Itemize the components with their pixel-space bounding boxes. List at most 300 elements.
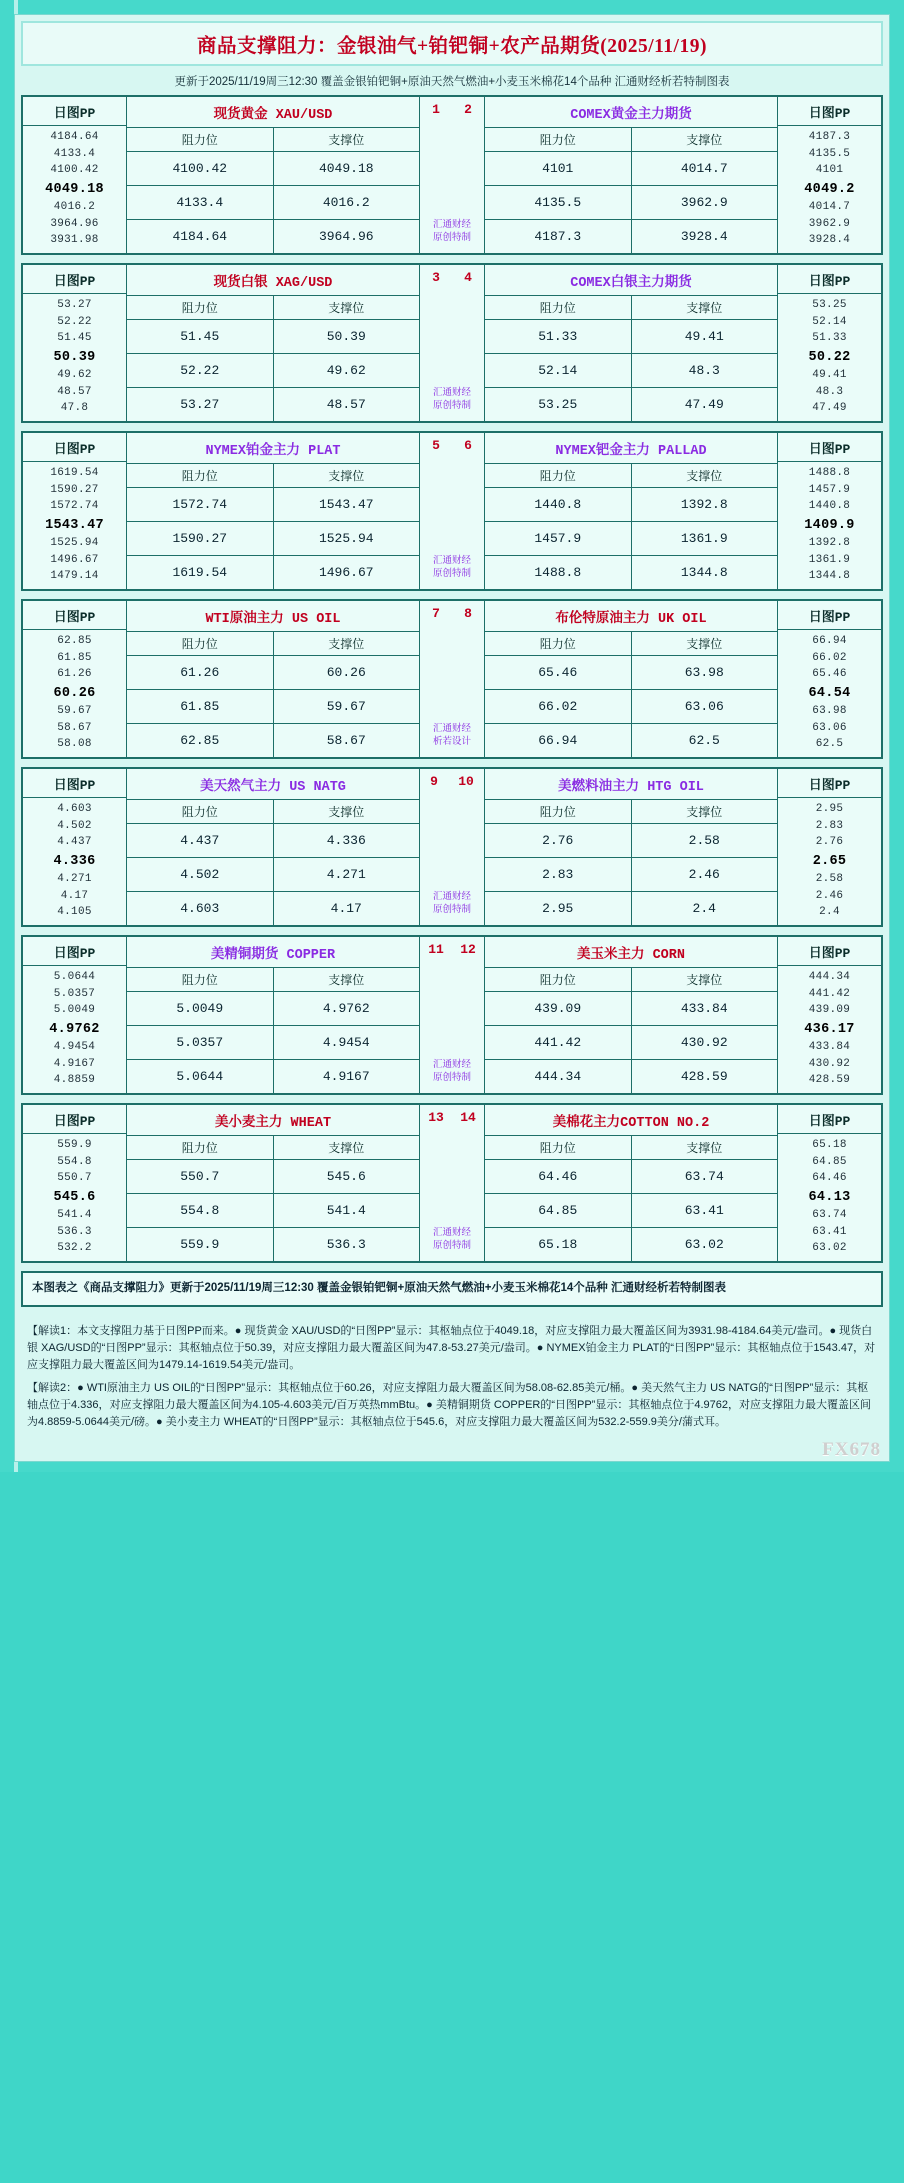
watermark-line-1: 汇通财经 (432, 387, 471, 399)
rs-header-row (127, 800, 419, 824)
resistance-header: 阻力位 (485, 128, 632, 151)
support-value: 433.84 (680, 1001, 728, 1016)
pp-value: 3928.4 (808, 234, 851, 247)
instrument-name: 布伦特原油主力 UK OIL (485, 601, 777, 632)
resistance-value: 1440.8 (485, 488, 632, 521)
resistance-value: 1619.54 (127, 556, 274, 589)
watermark-text (433, 555, 471, 589)
table-row (485, 656, 777, 690)
block-number-right: 6 (464, 438, 472, 453)
note-1: 【解读1：本文支撑阻力基于日图PP而来。● 现货黄金 XAU/USD的“日图PP”显示：其枢轴点位于4049.18，对应支撑阻力最大覆盖区间为3931.98-4184.64美元/盎司。● 现货白银 XAG/USD的“日图PP”显示：其枢轴点位于50.39，对应支撑阻力最大覆盖区间为47.8-53.27美元/盎司。● NYMEX铂金主力 PLAT的“日图PP”显示：其枢轴点位于1543.47，对应支撑阻力最大覆盖区间为1479.14-1619.54美元/盎司。 (27, 1324, 876, 1371)
resistance-value: 2.83 (485, 858, 632, 891)
pp-value: 63.02 (812, 1242, 847, 1255)
resistance-header: 阻力位 (485, 800, 632, 823)
resistance-value: 51.33 (485, 320, 632, 353)
instrument-name: 现货白银 XAG/USD (127, 265, 419, 296)
watermark-text (433, 219, 471, 253)
table-row (485, 354, 777, 388)
rs-header-row (127, 296, 419, 320)
resistance-value: 52.22 (127, 354, 274, 387)
pp-value: 62.5 (815, 738, 844, 751)
pp-value: 559.9 (57, 1139, 92, 1151)
pp-value: 65.18 (812, 1139, 847, 1151)
pp-value: 1361.9 (808, 553, 851, 566)
pp-value: 3964.96 (50, 217, 99, 230)
pp-pivot-value: 4.9762 (49, 1021, 100, 1037)
pp-value: 1619.54 (50, 467, 99, 479)
resistance-header: 阻力位 (127, 968, 274, 991)
resistance-value: 65.46 (485, 656, 632, 689)
support-value: 2.46 (688, 867, 720, 882)
pp-header: 日图PP (23, 937, 126, 966)
block-number-left: 7 (432, 606, 440, 621)
resistance-value: 554.8 (127, 1194, 274, 1227)
block-number-right: 14 (460, 1110, 476, 1125)
resistance-value: 64.46 (485, 1160, 632, 1193)
instrument-name: NYMEX钯金主力 PALLAD (485, 433, 777, 464)
block-index-column (419, 433, 485, 589)
support-value: 536.3 (326, 1237, 366, 1252)
table-row (127, 892, 419, 925)
pp-value: 4014.7 (808, 201, 851, 214)
table-row (127, 388, 419, 421)
instrument-pair-block (21, 935, 883, 1095)
pp-column-left (23, 97, 127, 253)
pp-value: 53.25 (812, 299, 847, 311)
resistance-value: 4101 (485, 152, 632, 185)
pp-pivot-value: 50.39 (53, 349, 96, 365)
pp-value-list (778, 1134, 881, 1261)
table-row (485, 1228, 777, 1261)
pp-column-right (777, 97, 881, 253)
pp-value-list (23, 966, 126, 1093)
pp-value: 4.603 (57, 803, 92, 815)
block-index-column (419, 937, 485, 1093)
table-row (485, 320, 777, 354)
watermark-line-2: 原创特制 (432, 568, 471, 580)
pp-value-list (778, 462, 881, 589)
support-value: 4049.18 (318, 161, 374, 176)
pp-value-list (778, 966, 881, 1093)
support-header: 支撑位 (328, 974, 365, 988)
pp-column-left (23, 265, 127, 421)
pp-column-right (777, 265, 881, 421)
support-value: 49.41 (684, 329, 724, 344)
rs-column-left (127, 97, 419, 253)
instrument-name: 美精铜期货 COPPER (127, 937, 419, 968)
block-numbers (420, 1105, 484, 1129)
pp-header: 日图PP (778, 601, 881, 630)
resistance-value: 62.85 (127, 724, 274, 757)
block-number-right: 12 (460, 942, 476, 957)
rs-column-right (485, 97, 777, 253)
footer-summary: 本图表之《商品支撑阻力》更新于2025/11/19周三12:30 覆盖金银铂钯铜+原油天然气燃油+小麦玉米棉花14个品种 汇通财经析若特制图表 (32, 1282, 726, 1294)
pp-value: 47.49 (812, 402, 847, 415)
pp-value: 1344.8 (808, 570, 851, 583)
support-value: 430.92 (680, 1035, 728, 1050)
pp-header: 日图PP (23, 97, 126, 126)
support-value: 1496.67 (318, 565, 374, 580)
rs-column-right (485, 265, 777, 421)
block-index-column (419, 769, 485, 925)
pp-value: 48.57 (57, 385, 92, 398)
support-header: 支撑位 (686, 974, 723, 988)
instrument-name: 现货黄金 XAU/USD (127, 97, 419, 128)
watermark-line-2: 原创特制 (432, 400, 471, 412)
resistance-header: 阻力位 (127, 296, 274, 319)
table-row (127, 354, 419, 388)
block-numbers (420, 433, 484, 457)
pp-pivot-value: 64.13 (808, 1189, 851, 1205)
watermark-line-1: 汇通财经 (432, 555, 471, 567)
support-value: 2.4 (692, 901, 716, 916)
support-value: 4.336 (326, 833, 366, 848)
block-number-left: 3 (432, 270, 440, 285)
pp-value: 1525.94 (50, 537, 99, 550)
table-row (127, 186, 419, 220)
support-value: 49.62 (326, 363, 366, 378)
corner-watermark: FX678 (822, 1439, 881, 1461)
resistance-value: 4100.42 (127, 152, 274, 185)
watermark-text (433, 891, 471, 925)
support-value: 50.39 (326, 329, 366, 344)
pp-column-right (777, 601, 881, 757)
pp-value: 2.76 (815, 836, 844, 849)
table-row (127, 556, 419, 589)
watermark-line-1: 汇通财经 (432, 1227, 471, 1239)
table-row (485, 1060, 777, 1093)
pp-value-list (778, 630, 881, 757)
pp-value: 4187.3 (808, 131, 851, 143)
resistance-header: 阻力位 (127, 464, 274, 487)
pp-pivot-value: 4049.18 (45, 181, 104, 197)
support-value: 63.74 (684, 1169, 724, 1184)
support-value: 1344.8 (680, 565, 728, 580)
pp-value: 1457.9 (808, 483, 851, 496)
table-row (127, 858, 419, 892)
table-row (485, 1160, 777, 1194)
pp-value-list (778, 294, 881, 421)
rs-column-right (485, 937, 777, 1093)
support-value: 63.02 (684, 1237, 724, 1252)
pp-value: 4.502 (57, 819, 92, 832)
pp-value: 3962.9 (808, 217, 851, 230)
watermark-line-2: 原创特制 (432, 232, 471, 244)
pp-value: 52.22 (57, 315, 92, 328)
support-header: 支撑位 (328, 806, 365, 820)
table-row (127, 1228, 419, 1261)
support-header: 支撑位 (686, 470, 723, 484)
pp-value-list (23, 294, 126, 421)
pp-value-list (23, 630, 126, 757)
resistance-header: 阻力位 (485, 1136, 632, 1159)
resistance-header: 阻力位 (485, 464, 632, 487)
pp-pivot-value: 1543.47 (45, 517, 104, 533)
pp-header: 日图PP (778, 1105, 881, 1134)
notes-section (21, 1313, 883, 1439)
resistance-value: 52.14 (485, 354, 632, 387)
pp-value: 58.08 (57, 738, 92, 751)
resistance-value: 439.09 (485, 992, 632, 1025)
pp-header: 日图PP (23, 433, 126, 462)
footer-summary-box (21, 1271, 883, 1307)
instrument-name: 美小麦主力 WHEAT (127, 1105, 419, 1136)
pp-value: 2.58 (815, 873, 844, 886)
resistance-header: 阻力位 (485, 632, 632, 655)
support-value: 63.41 (684, 1203, 724, 1218)
pp-value: 433.84 (808, 1041, 851, 1054)
pp-column-right (777, 937, 881, 1093)
pp-value: 49.41 (812, 369, 847, 382)
support-value: 3928.4 (680, 229, 728, 244)
pp-header: 日图PP (23, 601, 126, 630)
support-value: 4.9167 (322, 1069, 370, 1084)
table-row (485, 220, 777, 253)
pp-value: 2.95 (815, 803, 844, 815)
pp-value-list (23, 126, 126, 253)
resistance-value: 550.7 (127, 1160, 274, 1193)
block-numbers (420, 769, 484, 793)
resistance-value: 65.18 (485, 1228, 632, 1261)
table-row (485, 690, 777, 724)
pp-value: 430.92 (808, 1057, 851, 1070)
pp-value: 61.85 (57, 651, 92, 664)
watermark-text (433, 1059, 471, 1093)
table-row (485, 556, 777, 589)
resistance-value: 53.27 (127, 388, 274, 421)
watermark-line-1: 汇通财经 (432, 891, 471, 903)
pp-value: 4.9454 (53, 1041, 96, 1054)
block-numbers (420, 601, 484, 625)
resistance-value: 444.34 (485, 1060, 632, 1093)
table-row (127, 152, 419, 186)
pp-value: 441.42 (808, 987, 851, 1000)
chart-sheet (14, 14, 890, 1462)
instrument-pair-block (21, 263, 883, 423)
support-value: 63.06 (684, 699, 724, 714)
resistance-value: 53.25 (485, 388, 632, 421)
instrument-name: COMEX黄金主力期货 (485, 97, 777, 128)
support-value: 1525.94 (318, 531, 374, 546)
block-number-right: 10 (458, 774, 474, 789)
pp-header: 日图PP (778, 433, 881, 462)
block-index-column (419, 265, 485, 421)
pp-column-left (23, 937, 127, 1093)
pp-value: 48.3 (815, 385, 844, 398)
pp-value: 3931.98 (50, 234, 99, 247)
pp-value: 47.8 (60, 402, 89, 415)
block-index-column (419, 1105, 485, 1261)
table-row (127, 1194, 419, 1228)
pp-value: 2.46 (815, 889, 844, 902)
rs-header-row (127, 128, 419, 152)
pp-value: 536.3 (57, 1225, 92, 1238)
pp-pivot-value: 4.336 (53, 853, 96, 869)
block-index-column (419, 601, 485, 757)
pp-value: 4.271 (57, 873, 92, 886)
resistance-value: 66.02 (485, 690, 632, 723)
support-value: 58.67 (326, 733, 366, 748)
pp-value: 63.74 (812, 1209, 847, 1222)
rs-header-row (485, 1136, 777, 1160)
table-row (127, 1160, 419, 1194)
pp-value: 51.33 (812, 332, 847, 345)
pp-header: 日图PP (778, 937, 881, 966)
pp-value: 63.06 (812, 721, 847, 734)
rs-column-left (127, 265, 419, 421)
block-number-left: 1 (432, 102, 440, 117)
support-value: 4.17 (330, 901, 362, 916)
pp-column-left (23, 601, 127, 757)
pp-value: 428.59 (808, 1074, 851, 1087)
rs-column-left (127, 601, 419, 757)
resistance-value: 4.502 (127, 858, 274, 891)
pp-value-list (23, 462, 126, 589)
table-row (485, 1026, 777, 1060)
pp-value: 4016.2 (53, 201, 96, 214)
support-value: 3964.96 (318, 229, 374, 244)
pp-value-list (778, 798, 881, 925)
support-header: 支撑位 (686, 806, 723, 820)
rs-column-right (485, 433, 777, 589)
pp-header: 日图PP (23, 769, 126, 798)
table-row (485, 388, 777, 421)
resistance-value: 1488.8 (485, 556, 632, 589)
table-row (485, 488, 777, 522)
pp-value: 554.8 (57, 1155, 92, 1168)
block-number-right: 8 (464, 606, 472, 621)
pp-value: 5.0644 (53, 971, 96, 983)
table-row (127, 1026, 419, 1060)
instrument-pair-block (21, 599, 883, 759)
table-row (127, 220, 419, 253)
pp-header: 日图PP (778, 769, 881, 798)
pp-value: 58.67 (57, 721, 92, 734)
pp-value: 59.67 (57, 705, 92, 718)
table-row (485, 858, 777, 892)
pp-header: 日图PP (778, 97, 881, 126)
watermark-text (433, 1227, 471, 1261)
pp-value: 5.0357 (53, 987, 96, 1000)
resistance-header: 阻力位 (485, 968, 632, 991)
resistance-value: 4135.5 (485, 186, 632, 219)
block-numbers (420, 265, 484, 289)
blocks-container (15, 95, 889, 1263)
resistance-value: 441.42 (485, 1026, 632, 1059)
pp-pivot-value: 436.17 (804, 1021, 855, 1037)
table-row (127, 320, 419, 354)
corner-watermark-wrap (15, 1439, 889, 1461)
rs-header-row (127, 968, 419, 992)
instrument-pair-block (21, 1103, 883, 1263)
rs-column-left (127, 937, 419, 1093)
watermark-line-1: 汇通财经 (432, 1059, 471, 1071)
rs-column-right (485, 769, 777, 925)
pp-header: 日图PP (778, 265, 881, 294)
resistance-value: 61.26 (127, 656, 274, 689)
pp-value: 4.9167 (53, 1057, 96, 1070)
pp-header: 日图PP (23, 1105, 126, 1134)
pp-value: 65.46 (812, 668, 847, 681)
table-row (127, 724, 419, 757)
pp-value: 66.94 (812, 635, 847, 647)
pp-column-right (777, 1105, 881, 1261)
support-value: 63.98 (684, 665, 724, 680)
rs-header-row (485, 464, 777, 488)
pp-value: 53.27 (57, 299, 92, 311)
resistance-value: 51.45 (127, 320, 274, 353)
pp-value: 1440.8 (808, 500, 851, 513)
pp-value: 444.34 (808, 971, 851, 983)
rs-column-right (485, 601, 777, 757)
table-row (485, 724, 777, 757)
instrument-name: COMEX白银主力期货 (485, 265, 777, 296)
watermark-line-1: 汇通财经 (432, 219, 471, 231)
title-box (21, 21, 883, 66)
resistance-value: 4.603 (127, 892, 274, 925)
support-value: 4016.2 (322, 195, 370, 210)
table-row (485, 186, 777, 220)
table-row (485, 1194, 777, 1228)
rs-column-left (127, 1105, 419, 1261)
pp-value: 2.4 (819, 906, 840, 919)
table-row (127, 1060, 419, 1093)
support-value: 48.3 (688, 363, 720, 378)
pp-pivot-value: 545.6 (53, 1189, 96, 1205)
table-row (127, 488, 419, 522)
pp-pivot-value: 50.22 (808, 349, 851, 365)
rs-column-left (127, 433, 419, 589)
instrument-name: 美玉米主力 CORN (485, 937, 777, 968)
pp-value: 4.8859 (53, 1074, 96, 1087)
pp-pivot-value: 2.65 (812, 853, 847, 869)
table-row (127, 656, 419, 690)
pp-column-left (23, 433, 127, 589)
support-header: 支撑位 (328, 302, 365, 316)
pp-column-right (777, 769, 881, 925)
pp-value: 62.85 (57, 635, 92, 647)
resistance-value: 559.9 (127, 1228, 274, 1261)
block-numbers (420, 97, 484, 121)
support-value: 3962.9 (680, 195, 728, 210)
pp-value: 1392.8 (808, 537, 851, 550)
support-value: 2.58 (688, 833, 720, 848)
block-number-left: 13 (428, 1110, 444, 1125)
instrument-name: NYMEX铂金主力 PLAT (127, 433, 419, 464)
block-number-right: 4 (464, 270, 472, 285)
support-header: 支撑位 (328, 134, 365, 148)
rs-header-row (485, 296, 777, 320)
block-index-column (419, 97, 485, 253)
table-row (485, 152, 777, 186)
watermark-text (433, 723, 471, 757)
support-value: 60.26 (326, 665, 366, 680)
support-value: 4.9762 (322, 1001, 370, 1016)
pp-value: 1572.74 (50, 500, 99, 513)
watermark-text (433, 387, 471, 421)
instrument-name: 美棉花主力COTTON NO.2 (485, 1105, 777, 1136)
pp-pivot-value: 64.54 (808, 685, 851, 701)
pp-value: 541.4 (57, 1209, 92, 1222)
support-value: 545.6 (326, 1169, 366, 1184)
resistance-value: 1590.27 (127, 522, 274, 555)
pp-value: 2.83 (815, 819, 844, 832)
resistance-value: 5.0357 (127, 1026, 274, 1059)
support-value: 4014.7 (680, 161, 728, 176)
support-header: 支撑位 (328, 1142, 365, 1156)
block-row (23, 1105, 881, 1261)
pp-value: 52.14 (812, 315, 847, 328)
